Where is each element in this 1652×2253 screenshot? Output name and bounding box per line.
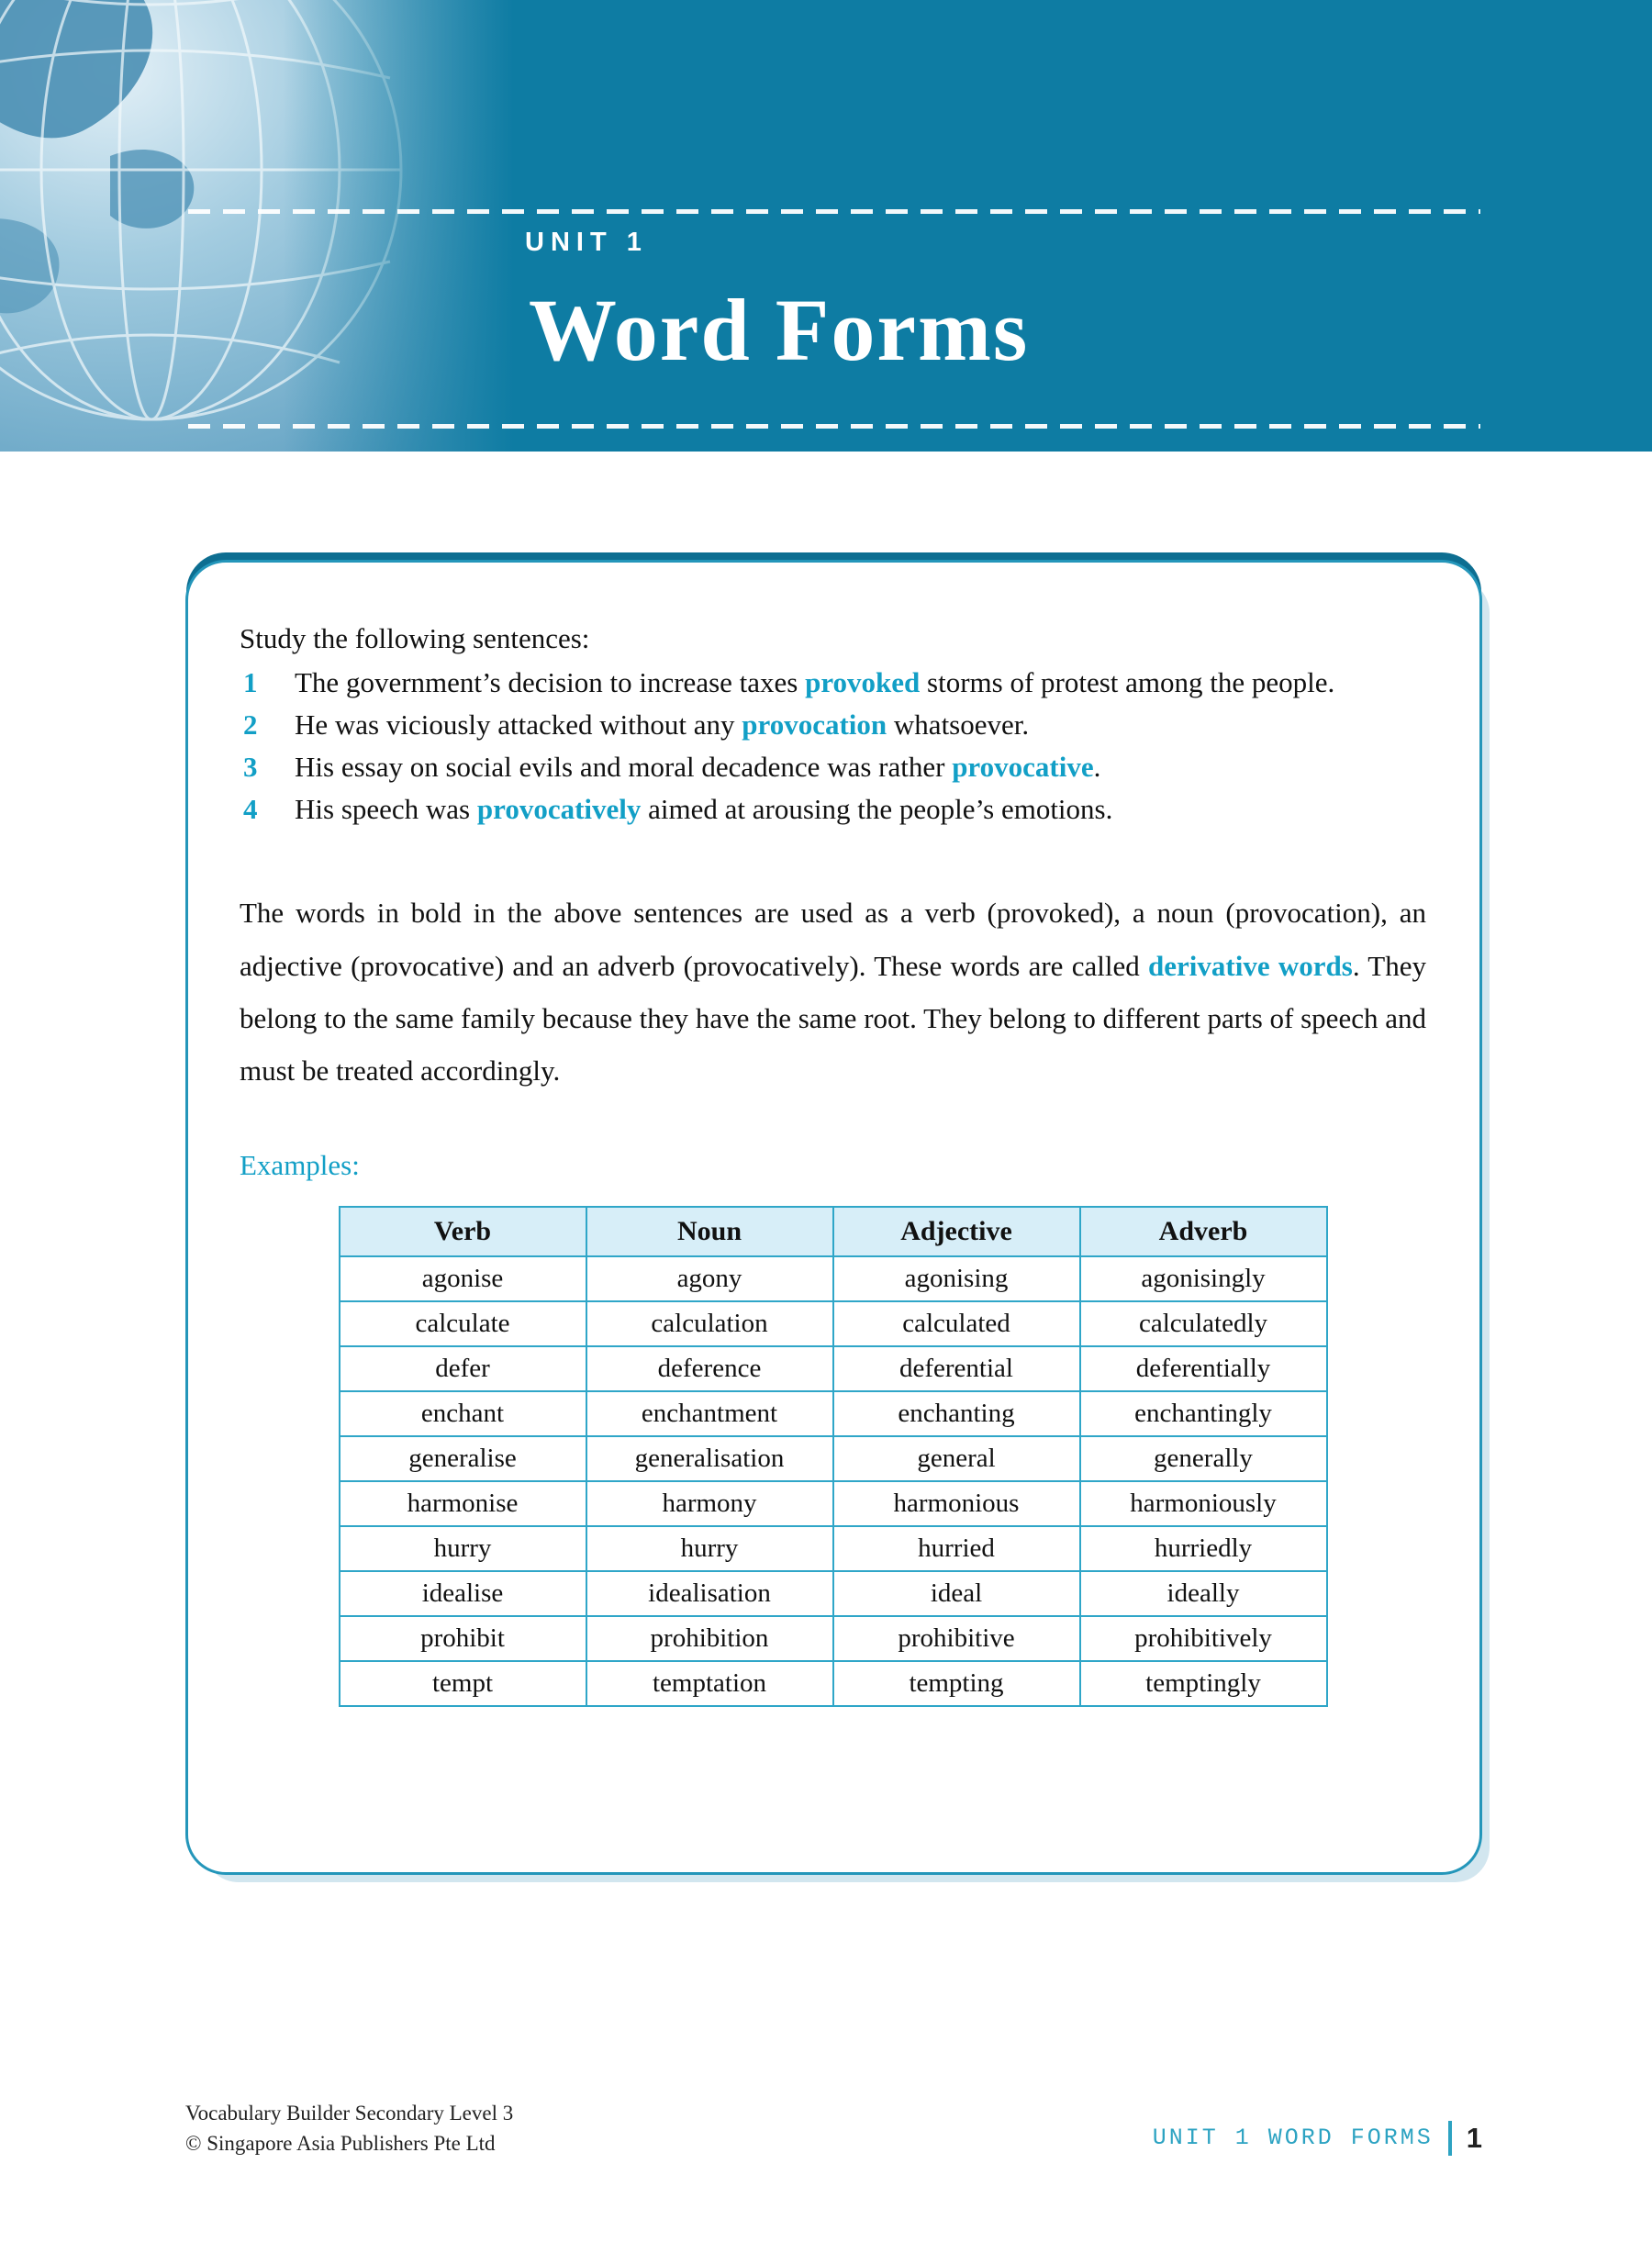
table-body — [340, 1256, 1327, 1706]
paragraph-text-2: . They belong to the same family because they have the same root. They belong to different parts of speech and must be treated accordingly. — [240, 949, 1427, 1087]
table-cell: prohibition — [586, 1616, 833, 1661]
sentence-text: His essay on social evils and moral decadence was rather provocative. — [295, 750, 1101, 783]
table-cell: enchantingly — [1080, 1391, 1327, 1436]
footer-unit-label: UNIT 1 WORD FORMS — [1152, 2125, 1434, 2152]
table-cell: generally — [1080, 1436, 1327, 1481]
table-cell: calculation — [586, 1301, 833, 1346]
table-cell: deferential — [833, 1346, 1080, 1391]
footer-divider — [1448, 2121, 1452, 2156]
table-cell: harmonise — [340, 1481, 586, 1526]
table-cell: enchantment — [586, 1391, 833, 1436]
table-cell: generalisation — [586, 1436, 833, 1481]
globe-icon — [0, 0, 514, 452]
derivative-words-highlight: derivative words — [1148, 949, 1353, 982]
sentence-number: 2 — [243, 708, 258, 741]
table-cell: deferentially — [1080, 1346, 1327, 1391]
table-row — [340, 1301, 1327, 1346]
table-cell: deference — [586, 1346, 833, 1391]
table-cell: prohibit — [340, 1616, 586, 1661]
word-forms-table — [339, 1206, 1328, 1707]
table-cell: general — [833, 1436, 1080, 1481]
sentence-number: 4 — [243, 792, 258, 825]
table-cell: prohibitive — [833, 1616, 1080, 1661]
sentence-text: The government’s decision to increase taxes provoked storms of protest among the people. — [295, 665, 1335, 698]
table-cell: hurry — [586, 1526, 833, 1571]
table-cell: temptingly — [1080, 1661, 1327, 1706]
table-cell: harmoniously — [1080, 1481, 1327, 1526]
paragraph-text-1: The words in bold in the above sentences are used as a verb (provoked), a noun (provocation), an adjective (provocative) and an adverb (provocatively). These words are called — [240, 897, 1426, 982]
table-row — [340, 1571, 1327, 1616]
footer-publisher: © Singapore Asia Publishers Pte Ltd — [185, 2132, 496, 2156]
sentence-item — [240, 746, 1426, 788]
table-cell: agonising — [833, 1256, 1080, 1301]
page-title: Word Forms — [529, 281, 1030, 379]
dashed-divider-top — [188, 209, 1480, 214]
table-row — [340, 1481, 1327, 1526]
footer-imprint — [185, 2098, 513, 2159]
table-row — [340, 1661, 1327, 1706]
unit-banner — [0, 0, 1652, 452]
table-cell: prohibitively — [1080, 1616, 1327, 1661]
table-cell: generalise — [340, 1436, 586, 1481]
footer — [185, 2098, 1482, 2159]
table-cell: ideally — [1080, 1571, 1327, 1616]
table-cell: tempting — [833, 1661, 1080, 1706]
table-row — [340, 1436, 1327, 1481]
sentence-number: 3 — [243, 750, 258, 783]
sentence-item — [240, 788, 1426, 831]
highlighted-word: provocation — [742, 708, 887, 741]
table-cell: temptation — [586, 1661, 833, 1706]
sentence-item — [240, 704, 1426, 746]
footer-page-number: 1 — [1466, 2121, 1482, 2154]
table-row — [340, 1256, 1327, 1301]
table-cell: idealise — [340, 1571, 586, 1616]
table-row — [340, 1526, 1327, 1571]
sentence-number: 1 — [243, 665, 258, 698]
table-header-row — [340, 1207, 1327, 1256]
table-header-cell: Adjective — [833, 1207, 1080, 1256]
table-cell: harmonious — [833, 1481, 1080, 1526]
dashed-divider-bottom — [188, 424, 1480, 429]
table-cell: agonisingly — [1080, 1256, 1327, 1301]
table-cell: idealisation — [586, 1571, 833, 1616]
table-cell: agony — [586, 1256, 833, 1301]
sentence-text: He was viciously attacked without any provocation whatsoever. — [295, 708, 1030, 741]
table-header-cell: Noun — [586, 1207, 833, 1256]
sentence-text: His speech was provocatively aimed at arousing the people’s emotions. — [295, 792, 1113, 825]
highlighted-word: provocatively — [476, 792, 642, 825]
table-cell: enchant — [340, 1391, 586, 1436]
table-cell: agonise — [340, 1256, 586, 1301]
table-cell: calculate — [340, 1301, 586, 1346]
table-row — [340, 1391, 1327, 1436]
table-cell: calculatedly — [1080, 1301, 1327, 1346]
sentence-list — [240, 662, 1426, 831]
table-cell: defer — [340, 1346, 586, 1391]
sentence-item — [240, 662, 1426, 704]
examples-label: Examples: — [240, 1148, 360, 1181]
footer-page-info — [1153, 2121, 1482, 2159]
table-cell: enchanting — [833, 1391, 1080, 1436]
table-row — [340, 1616, 1327, 1661]
table-cell: hurry — [340, 1526, 586, 1571]
table-cell: ideal — [833, 1571, 1080, 1616]
explanation-paragraph — [240, 887, 1426, 1097]
table-row — [340, 1346, 1327, 1391]
unit-label: UNIT 1 — [525, 228, 648, 257]
table-cell: calculated — [833, 1301, 1080, 1346]
globe-graphic — [0, 0, 514, 452]
table-cell: harmony — [586, 1481, 833, 1526]
table-header-cell: Adverb — [1080, 1207, 1327, 1256]
content-card — [185, 560, 1482, 1875]
table-cell: hurriedly — [1080, 1526, 1327, 1571]
table-header-cell: Verb — [340, 1207, 586, 1256]
highlighted-word: provoked — [805, 665, 921, 698]
highlighted-word: provocative — [952, 750, 1094, 783]
table-cell: hurried — [833, 1526, 1080, 1571]
table-cell: tempt — [340, 1661, 586, 1706]
footer-book-title: Vocabulary Builder Secondary Level 3 — [185, 2102, 514, 2125]
intro-heading: Study the following sentences: — [240, 622, 590, 654]
